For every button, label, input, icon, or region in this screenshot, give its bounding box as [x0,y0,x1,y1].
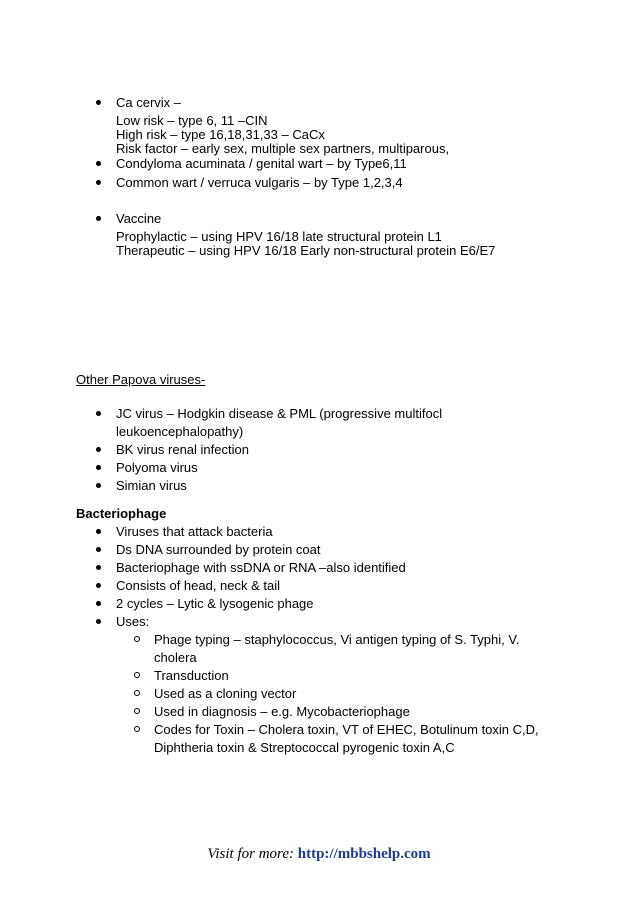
bullet-icon [96,100,101,105]
bullet-icon [96,529,101,534]
sub-list-item: Used in diagnosis – e.g. Mycobacteriophage [154,704,410,719]
list-subline: Low risk – type 6, 11 –CIN [116,113,268,128]
bullet-icon [96,465,101,470]
sub-list-item: Used as a cloning vector [154,686,297,701]
list-item: Common wart / verruca vulgaris – by Type 1,2,3,4 [116,175,403,190]
bullet-icon [96,180,101,185]
bullet-icon [96,216,101,221]
bullet-icon [96,619,101,624]
bullet-icon [96,547,101,552]
list-subline: Therapeutic – using HPV 16/18 Early non-structural protein E6/E7 [116,243,496,258]
sub-list-continuation: cholera [154,650,197,665]
list-item: Condyloma acuminata / genital wart – by Type6,11 [116,156,407,171]
list-item: Consists of head, neck & tail [116,578,281,593]
circle-bullet-icon [134,708,140,714]
list-continuation: leukoencephalopathy) [116,424,244,439]
bullet-icon [96,565,101,570]
list-item: JC virus – Hodgkin disease & PML (progressive multifocl [116,406,443,421]
circle-bullet-icon [134,690,140,696]
list-item: Polyoma virus [116,460,198,475]
bullet-icon [96,411,101,416]
footer-label: Visit for more: [207,846,298,862]
list-item: Uses: [116,614,150,629]
circle-bullet-icon [134,726,140,732]
bullet-icon [96,583,101,588]
sub-list-item: Phage typing – staphylococcus, Vi antigen typing of S. Typhi, V. [154,632,520,647]
list-item: Ca cervix – [116,95,182,110]
circle-bullet-icon [134,636,140,642]
list-item: Bacteriophage with ssDNA or RNA –also identified [116,560,406,575]
list-subline: Risk factor – early sex, multiple sex partners, multiparous, [116,141,450,156]
list-subline: High risk – type 16,18,31,33 – CaCx [116,127,325,142]
footer-link[interactable]: http://mbbshelp.com [297,846,431,862]
bullet-icon [96,601,101,606]
list-item: Viruses that attack bacteria [116,524,273,539]
section-heading: Other Papova viruses- [76,372,206,387]
list-subline: Prophylactic – using HPV 16/18 late structural protein L1 [116,229,442,244]
list-item: Simian virus [116,478,187,493]
circle-bullet-icon [134,672,140,678]
sub-list-continuation: Diphtheria toxin & Streptococcal pyrogenic toxin A,C [154,740,455,755]
list-item: Ds DNA surrounded by protein coat [116,542,321,557]
bullet-icon [96,447,101,452]
page-footer [0,846,638,863]
list-item: 2 cycles – Lytic & lysogenic phage [116,596,314,611]
bullet-icon [96,483,101,488]
list-item: Vaccine [116,211,162,226]
sub-list-item: Codes for Toxin – Cholera toxin, VT of EHEC, Botulinum toxin C,D, [154,722,539,737]
list-item: BK virus renal infection [116,442,249,457]
section-heading: Bacteriophage [76,506,167,521]
bullet-icon [96,161,101,166]
sub-list-item: Transduction [154,668,229,683]
